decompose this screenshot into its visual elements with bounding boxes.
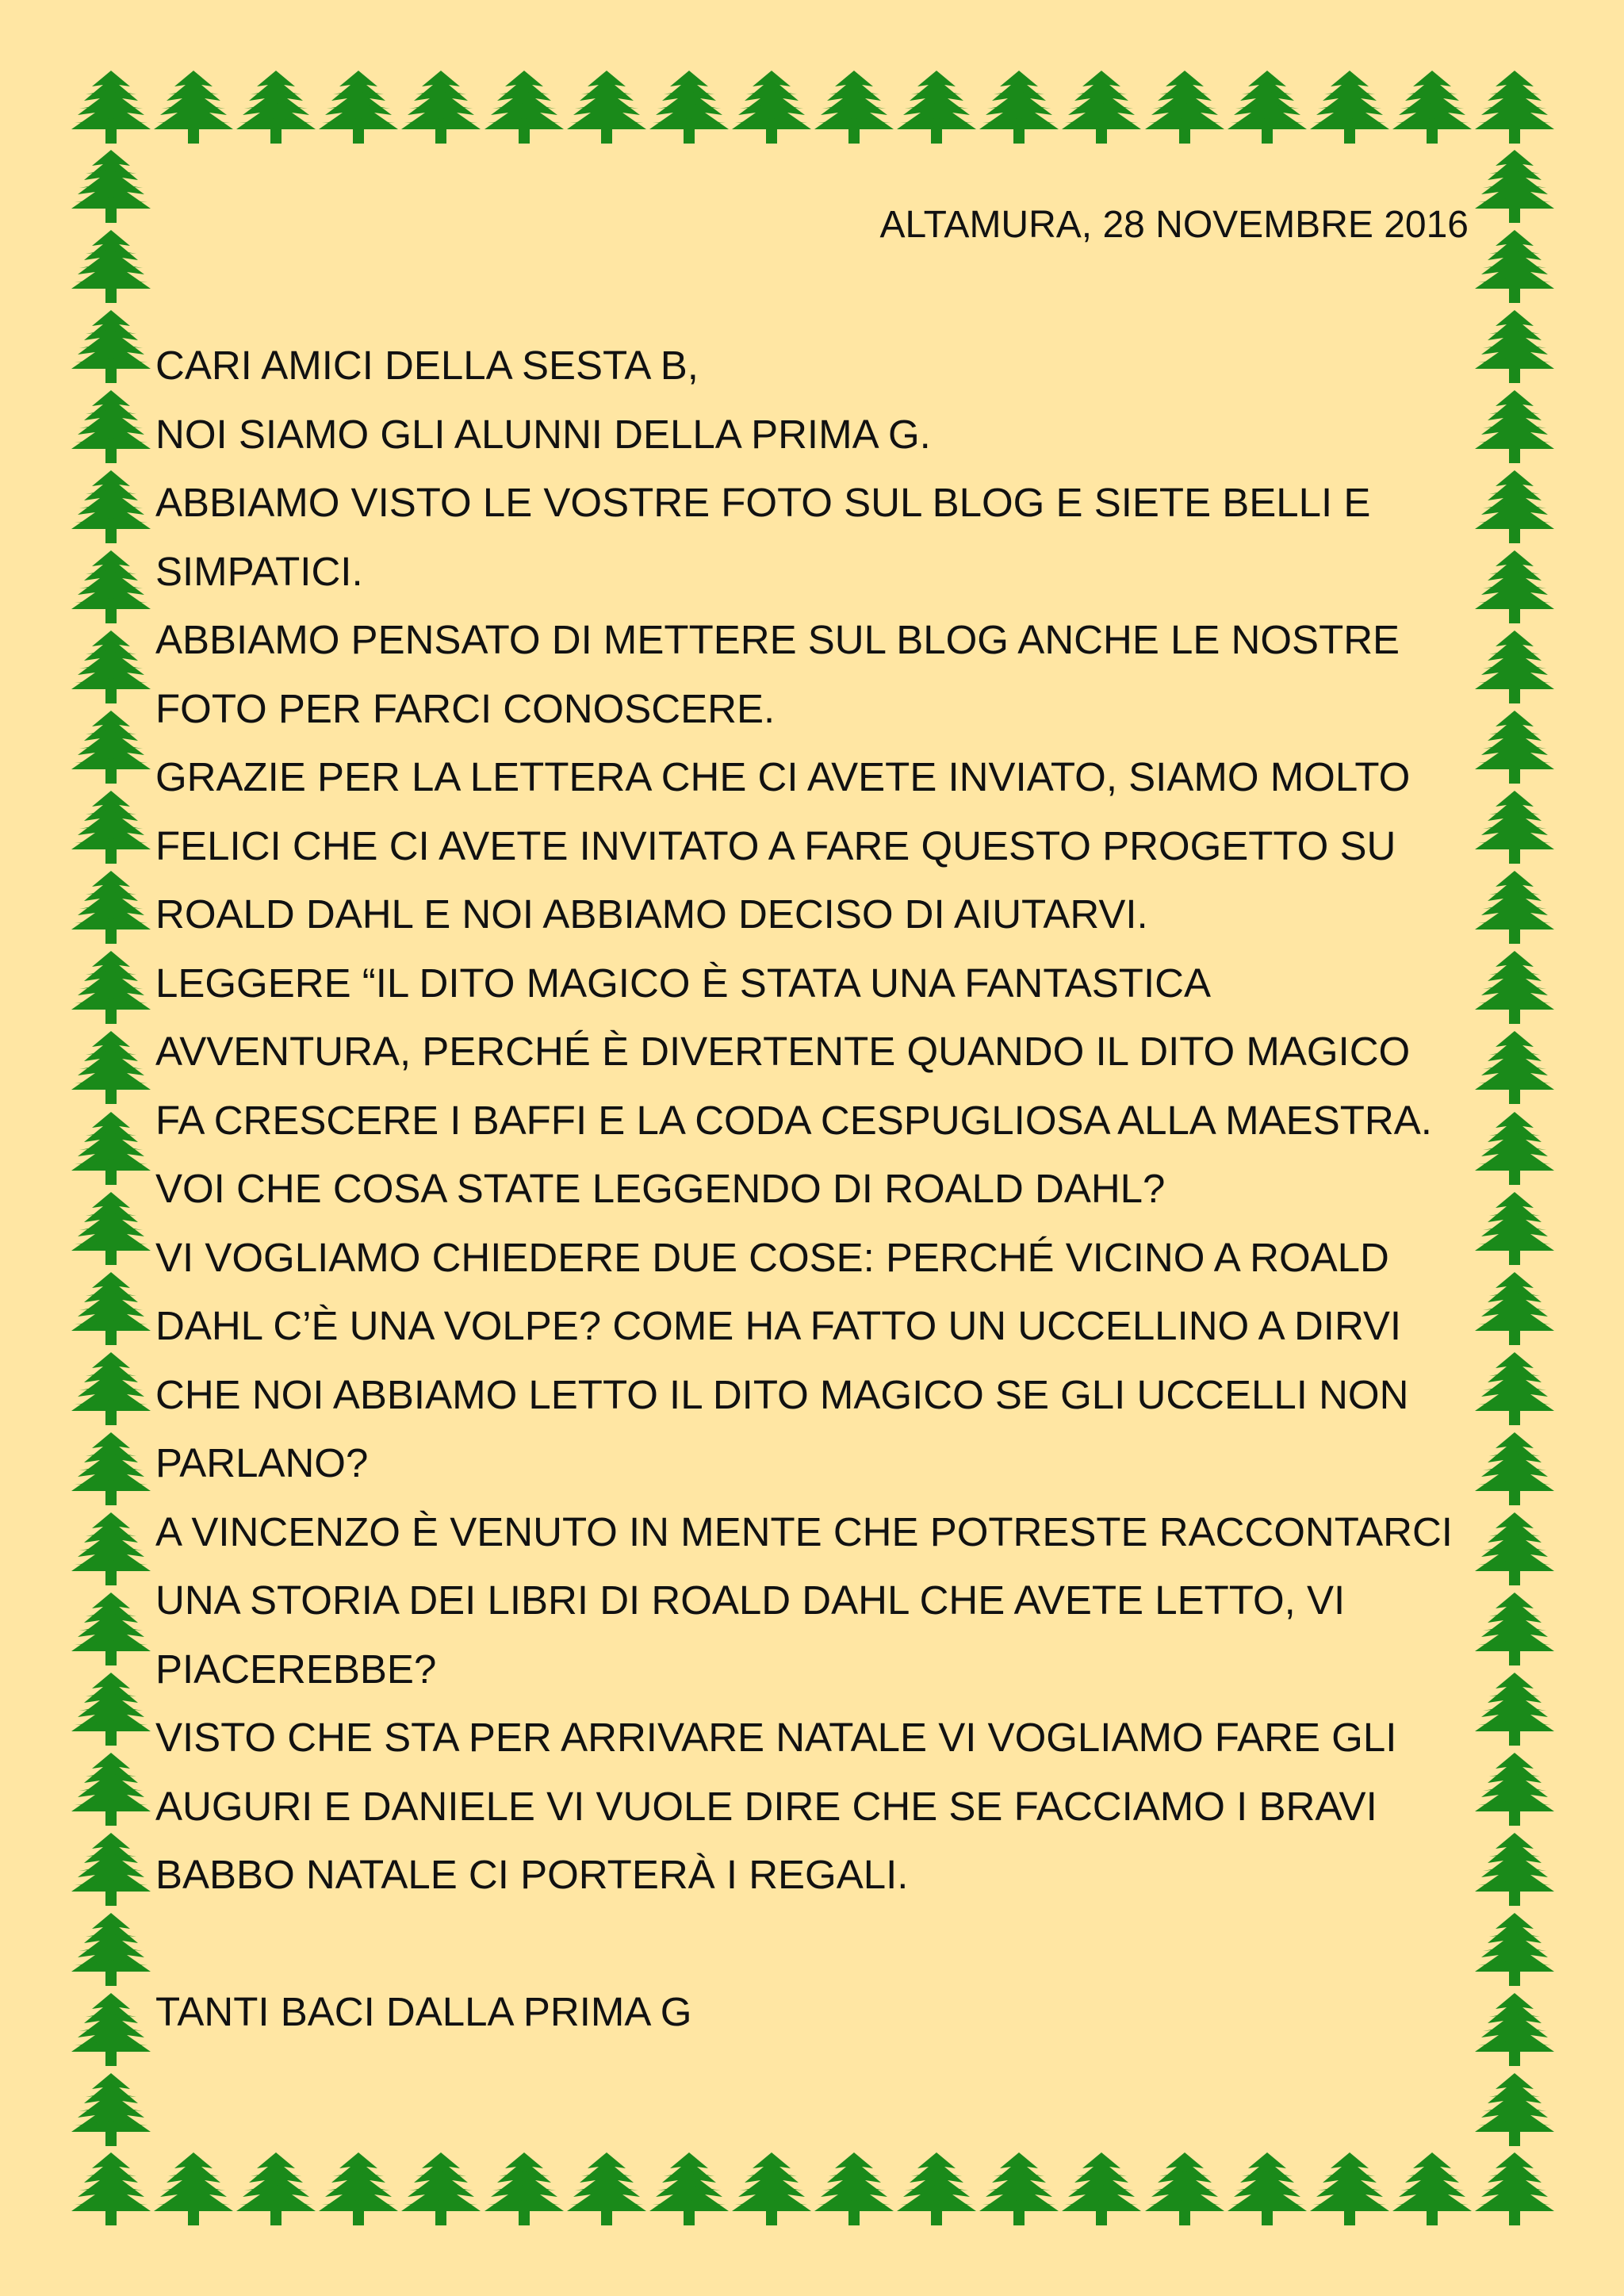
christmas-tree-icon — [68, 1669, 154, 1749]
christmas-tree-icon — [68, 1990, 154, 2069]
christmas-tree-icon — [1472, 868, 1557, 947]
christmas-tree-icon — [1472, 1750, 1557, 1829]
christmas-tree-icon — [68, 1189, 154, 1268]
christmas-tree-icon — [481, 67, 567, 147]
christmas-tree-icon — [68, 467, 154, 546]
christmas-tree-icon — [68, 627, 154, 707]
christmas-tree-icon — [1472, 1349, 1557, 1428]
letter-line: AVVENTURA, PERCHÉ È DIVERTENTE QUANDO IL DITO MAGICO — [155, 1029, 1411, 1074]
christmas-tree-icon — [729, 2149, 814, 2229]
christmas-tree-icon — [68, 1028, 154, 1107]
christmas-tree-icon — [1142, 67, 1228, 147]
christmas-tree-icon — [481, 2149, 567, 2229]
christmas-tree-icon — [1472, 147, 1557, 226]
christmas-tree-icon — [316, 67, 401, 147]
christmas-tree-icon — [729, 67, 814, 147]
christmas-tree-icon — [1307, 2149, 1392, 2229]
christmas-tree-icon — [68, 307, 154, 386]
christmas-tree-icon — [976, 2149, 1062, 2229]
christmas-tree-icon — [1472, 307, 1557, 386]
christmas-tree-icon — [1472, 547, 1557, 627]
christmas-tree-icon — [68, 707, 154, 787]
christmas-tree-icon — [1472, 707, 1557, 787]
christmas-tree-icon — [1059, 2149, 1144, 2229]
christmas-tree-icon — [1059, 67, 1144, 147]
christmas-tree-icon — [68, 788, 154, 867]
christmas-tree-icon — [1472, 387, 1557, 466]
letter-line: ABBIAMO VISTO LE VOSTRE FOTO SUL BLOG E SIETE BELLI E — [155, 480, 1371, 525]
christmas-tree-icon — [316, 2149, 401, 2229]
letter-line: DAHL C’È UNA VOLPE? COME HA FATTO UN UCCELLINO A DIRVI — [155, 1303, 1402, 1348]
christmas-tree-icon — [68, 387, 154, 466]
christmas-tree-icon — [1472, 1830, 1557, 1909]
letter-line: VOI CHE COSA STATE LEGGENDO DI ROALD DAHL? — [155, 1166, 1166, 1211]
christmas-tree-icon — [1472, 1269, 1557, 1348]
letter-signature: TANTI BACI DALLA PRIMA G — [155, 1989, 692, 2034]
christmas-tree-icon — [1472, 1028, 1557, 1107]
christmas-tree-icon — [151, 67, 236, 147]
christmas-tree-icon — [646, 67, 732, 147]
christmas-tree-icon — [894, 67, 979, 147]
christmas-tree-icon — [1472, 467, 1557, 546]
christmas-tree-icon — [1389, 2149, 1475, 2229]
christmas-tree-icon — [398, 2149, 484, 2229]
christmas-tree-icon — [68, 1349, 154, 1428]
letter-line: CHE NOI ABBIAMO LETTO IL DITO MAGICO SE GLI UCCELLI NON — [155, 1371, 1409, 1417]
christmas-tree-icon — [811, 2149, 897, 2229]
christmas-tree-icon — [68, 2149, 154, 2229]
christmas-tree-icon — [1307, 67, 1392, 147]
letter-line: FOTO PER FARCI CONOSCERE. — [155, 685, 776, 731]
christmas-tree-icon — [1472, 1189, 1557, 1268]
christmas-tree-icon — [68, 868, 154, 947]
letter-line: PARLANO? — [155, 1440, 369, 1485]
letter-body — [155, 332, 1472, 2047]
christmas-tree-icon — [1472, 627, 1557, 707]
christmas-tree-icon — [564, 67, 649, 147]
christmas-tree-icon — [1472, 2070, 1557, 2149]
letter-line: VISTO CHE STA PER ARRIVARE NATALE VI VOGLIAMO FARE GLI — [155, 1715, 1397, 1760]
christmas-tree-icon — [68, 1830, 154, 1909]
christmas-tree-icon — [1472, 227, 1557, 306]
christmas-tree-icon — [1472, 1990, 1557, 2069]
letter-line: PIACEREBBE? — [155, 1646, 437, 1692]
letter-line: CARI AMICI DELLA SESTA B, — [155, 343, 699, 388]
christmas-tree-icon — [1389, 67, 1475, 147]
christmas-tree-icon — [398, 67, 484, 147]
christmas-tree-icon — [1472, 1669, 1557, 1749]
christmas-tree-icon — [1224, 2149, 1310, 2229]
letter-line: FELICI CHE CI AVETE INVITATO A FARE QUESTO PROGETTO SU — [155, 822, 1396, 868]
christmas-tree-icon — [68, 227, 154, 306]
christmas-tree-icon — [646, 2149, 732, 2229]
letter-line: SIMPATICI. — [155, 548, 363, 594]
christmas-tree-icon — [68, 1429, 154, 1508]
christmas-tree-icon — [976, 67, 1062, 147]
christmas-tree-icon — [1472, 1509, 1557, 1589]
letter-line: UNA STORIA DEI LIBRI DI ROALD DAHL CHE AVETE LETTO, VI — [155, 1577, 1346, 1623]
christmas-tree-icon — [1472, 1429, 1557, 1508]
christmas-tree-icon — [68, 547, 154, 627]
letter-line: A VINCENZO È VENUTO IN MENTE CHE POTRESTE RACCONTARCI — [155, 1508, 1453, 1554]
blank-line — [155, 1910, 1472, 1979]
letter-line: LEGGERE “IL DITO MAGICO È STATA UNA FANTASTICA — [155, 960, 1211, 1006]
christmas-tree-icon — [1472, 67, 1557, 147]
christmas-tree-icon — [68, 948, 154, 1027]
letter-line: AUGURI E DANIELE VI VUOLE DIRE CHE SE FACCIAMO I BRAVI — [155, 1783, 1377, 1829]
christmas-tree-icon — [68, 1750, 154, 1829]
christmas-tree-icon — [1472, 948, 1557, 1027]
christmas-tree-icon — [1472, 2149, 1557, 2229]
christmas-tree-icon — [68, 1269, 154, 1348]
christmas-tree-icon — [1224, 67, 1310, 147]
christmas-tree-icon — [68, 2070, 154, 2149]
christmas-tree-icon — [68, 1509, 154, 1589]
letter-line: NOI SIAMO GLI ALUNNI DELLA PRIMA G. — [155, 411, 931, 457]
christmas-tree-icon — [233, 67, 319, 147]
letter-line: ROALD DAHL E NOI ABBIAMO DECISO DI AIUTARVI. — [155, 891, 1148, 937]
christmas-tree-icon — [68, 1589, 154, 1669]
christmas-tree-icon — [1472, 1910, 1557, 1989]
christmas-tree-icon — [1472, 1589, 1557, 1669]
christmas-tree-icon — [233, 2149, 319, 2229]
letter-line: VI VOGLIAMO CHIEDERE DUE COSE: PERCHÉ VICINO A ROALD — [155, 1234, 1389, 1280]
christmas-tree-icon — [1472, 788, 1557, 867]
letter-line: GRAZIE PER LA LETTERA CHE CI AVETE INVIATO, SIAMO MOLTO — [155, 754, 1411, 799]
christmas-tree-icon — [151, 2149, 236, 2229]
letter-date: ALTAMURA, 28 NOVEMBRE 2016 — [879, 204, 1469, 246]
christmas-tree-icon — [564, 2149, 649, 2229]
christmas-tree-icon — [1142, 2149, 1228, 2229]
letter-line: BABBO NATALE CI PORTERÀ I REGALI. — [155, 1852, 909, 1897]
letter-line: ABBIAMO PENSATO DI METTERE SUL BLOG ANCHE LE NOSTRE — [155, 617, 1400, 662]
christmas-tree-icon — [68, 1109, 154, 1188]
letter-line: FA CRESCERE I BAFFI E LA CODA CESPUGLIOSA ALLA MAESTRA. — [155, 1097, 1432, 1143]
christmas-tree-icon — [68, 67, 154, 147]
christmas-tree-icon — [894, 2149, 979, 2229]
christmas-tree-icon — [68, 1910, 154, 1989]
christmas-tree-icon — [68, 147, 154, 226]
christmas-tree-icon — [811, 67, 897, 147]
christmas-tree-icon — [1472, 1109, 1557, 1188]
